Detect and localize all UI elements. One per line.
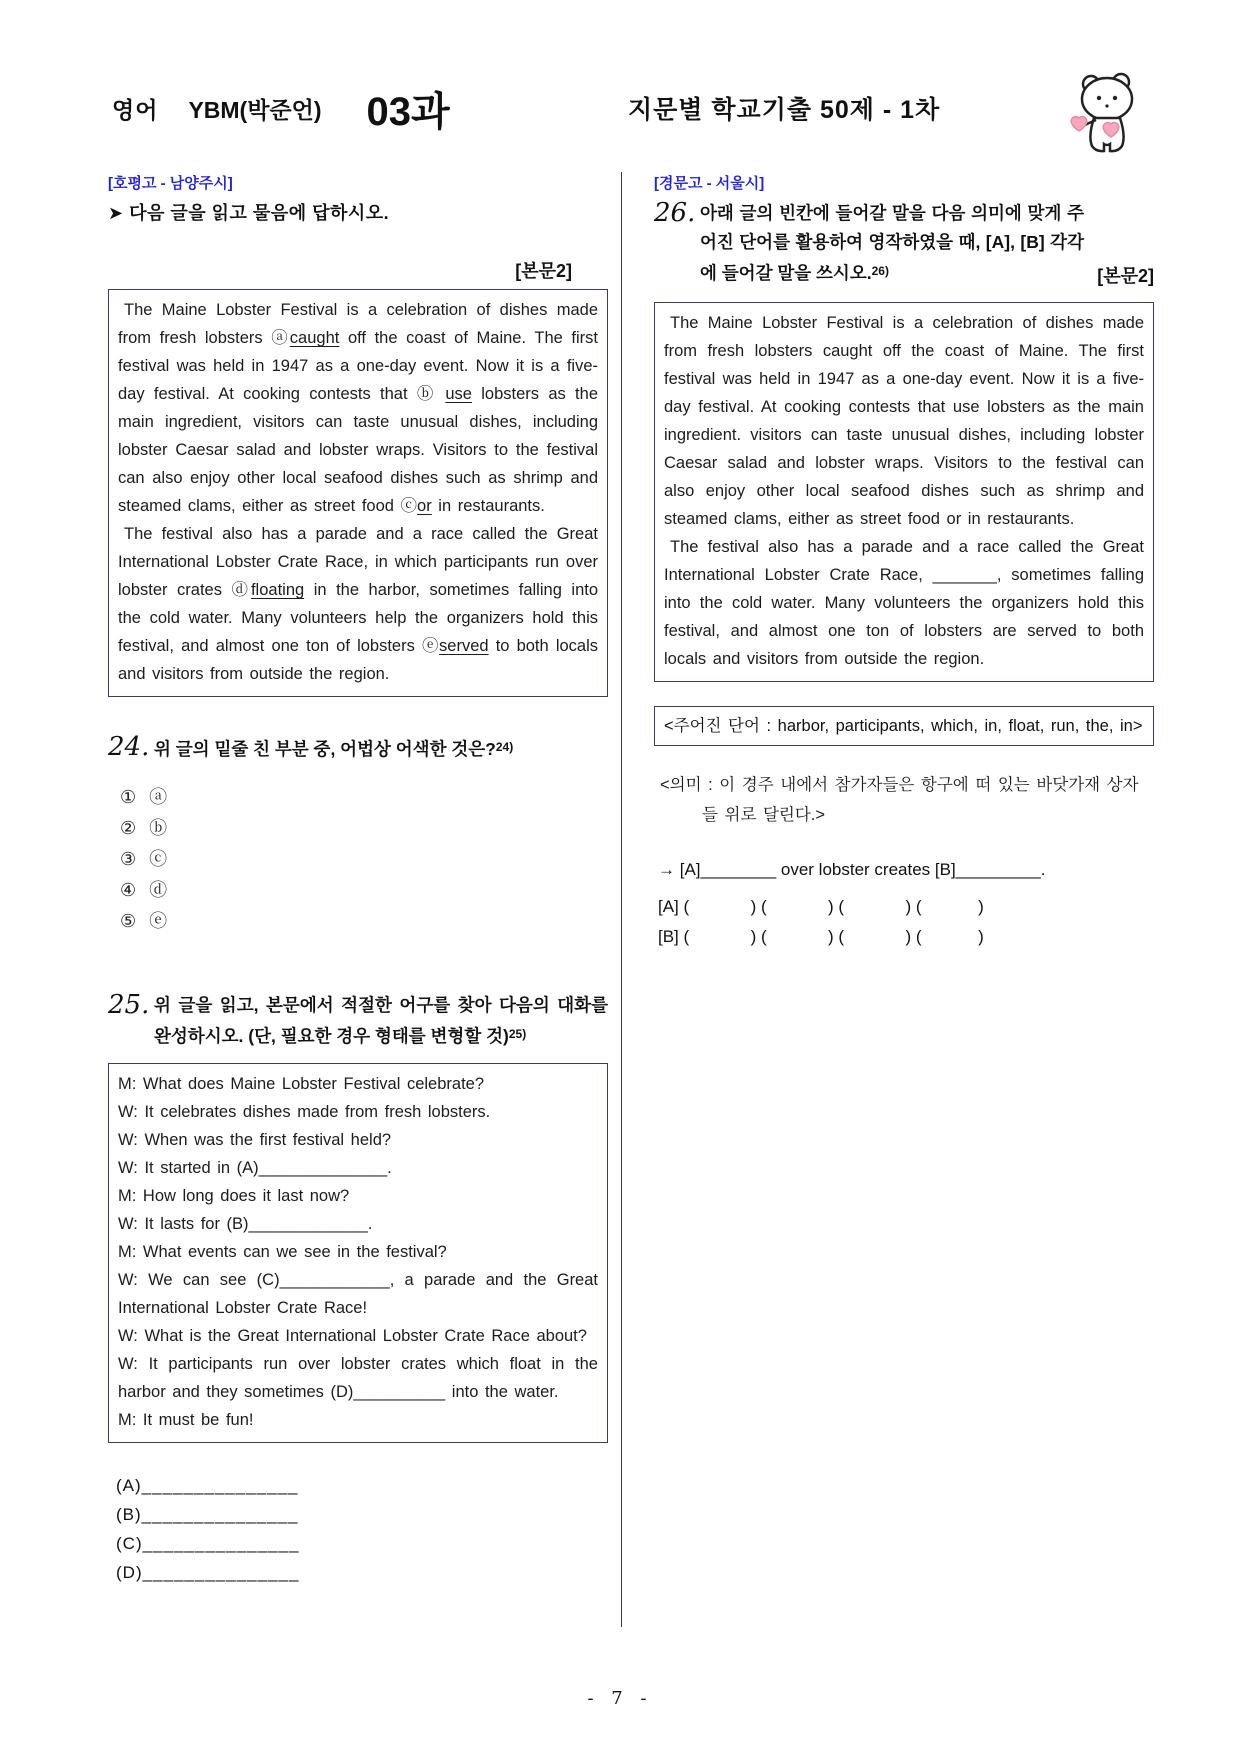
- answer-blank-b: (B)_______________: [116, 1505, 299, 1524]
- question-25: [108, 991, 608, 1051]
- answer-blank-c: (C)_______________: [116, 1534, 300, 1553]
- question-24-text-body: 위 글의 밑줄 친 부분 중, 어법상 어색한 것은?: [154, 739, 496, 759]
- question-26-head: [654, 199, 1154, 288]
- page-number: - 7 -: [587, 1688, 653, 1709]
- question-26-number: 26.: [654, 198, 696, 228]
- question-24: [108, 733, 608, 764]
- given-words-text: <주어진 단어 : harbor, participants, which, in, float, run, the, in>: [664, 717, 1143, 735]
- subject-label: 영어: [112, 97, 159, 123]
- choice-3: ③ ⓒ: [120, 849, 172, 869]
- answer-blank-a: (A)_______________: [116, 1476, 299, 1495]
- answer-blank-d: (D)_______________: [116, 1563, 300, 1582]
- choice-4: ④ ⓓ: [120, 880, 172, 900]
- passage-paragraph: The festival also has a parade and a race called the Great International Lobster Crate Race, in which participants run over lobster crates ⓓfloating in the harbor, sometimes falling into the cold water. Many volunteers help the organizers hold this festival, and almost one ton of lobsters ⓔserved to both locals and visitors from outside the region.: [118, 525, 599, 683]
- question-25-footnote: 25): [508, 1027, 527, 1041]
- school-tag-right: [경문고 - 서울시]: [654, 175, 765, 192]
- question-25-text-body: 위 글을 읽고, 본문에서 적절한 어구를 찾아 다음의 대화를 완성하시오. (단, 필요한 경우 형태를 변형할 것): [154, 995, 608, 1046]
- book-label: YBM(박준언): [188, 97, 322, 123]
- passage-label-left: [본문2]: [515, 261, 572, 281]
- answer-blanks: [108, 1471, 608, 1587]
- choice-1: ① ⓐ: [120, 787, 172, 807]
- bear-mascot-icon: [1058, 66, 1156, 163]
- dialog-line: M: What events can we see in the festival?: [118, 1243, 447, 1261]
- passage-paragraph: The Maine Lobster Festival is a celebration of dishes made from fresh lobsters ⓐcaught off the coast of Maine. The first festival was held in 1947 as a one-day event. Now it is a five-day festival. At cooking contests that ⓑ use lobsters as the main ingredient, visitors can taste unusual dishes, including lobster Caesar salad and lobster wraps. Visitors to the festival can also enjoy other local seafood dishes such as shrimp and steamed clams, either as street food ⓒor in restaurants.: [118, 301, 598, 515]
- dialog-line: M: What does Maine Lobster Festival celebrate?: [118, 1075, 485, 1093]
- question-26: [654, 199, 1154, 288]
- question-26-footnote: 26): [871, 264, 889, 278]
- choice-2: ② ⓑ: [120, 818, 172, 838]
- question-26-text-body: 아래 글의 빈칸에 들어갈 말을 다음 의미에 맞게 주어진 단어를 활용하여 영작하였을 때, [A], [B] 각각에 들어갈 말을 쓰시오.: [700, 203, 1084, 283]
- dialog-line: W: When was the first festival held?: [118, 1131, 392, 1149]
- dialog-line: M: It must be fun!: [118, 1411, 254, 1429]
- answer-row-b: [B] ( ) ( ) ( ) ( ): [658, 927, 984, 946]
- left-column: [108, 172, 608, 1587]
- dialog-box: [108, 1063, 608, 1443]
- dialog-line: W: It started in (A)______________.: [118, 1159, 392, 1177]
- direction-line: ➤ 다음 글을 읽고 물음에 답하시오.: [108, 203, 390, 223]
- passage-paragraph: The festival also has a parade and a race called the Great International Lobster Crate Race, _______, sometimes falling into the cold water. Many volunteers the organizers hold this festival, and almost one ton of lobsters are served to both locals and visitors from outside the region.: [664, 538, 1144, 668]
- question-24-footnote: 24): [495, 740, 514, 754]
- dialog-line: W: It participants run over lobster crates which float in the harbor and they sometimes (D)__________ into the water.: [118, 1355, 598, 1401]
- passage-label-right: [본문2]: [1097, 266, 1154, 286]
- right-column: [654, 172, 1154, 952]
- passage-box-right: [654, 302, 1154, 682]
- question-24-choices: [120, 782, 608, 937]
- question-24-text: [154, 733, 608, 764]
- passage-paragraph: The Maine Lobster Festival is a celebration of dishes made from fresh lobsters caught off the coast of Maine. The first festival was held in 1947 as a one-day event. Now it is a five- day festival. At cooking contests that use lobsters as the main ingredient. visitors can taste unusual dishes, including lobster Caesar salad and lobster wraps. Visitors to the festival can also enjoy other local seafood dishes such as shrimp and steamed clams, either as street food or in restaurants.: [664, 314, 1144, 528]
- header-left: [112, 80, 450, 137]
- question-26-text: [700, 199, 1154, 288]
- answer-template-line: → [A]________ over lobster creates [B]_________.: [658, 860, 1046, 879]
- dialog-line: W: It lasts for (B)_____________.: [118, 1215, 373, 1233]
- answer-row-a: [A] ( ) ( ) ( ) ( ): [658, 897, 984, 916]
- dialog-line: W: What is the Great International Lobster Crate Race about?: [118, 1327, 587, 1345]
- dialog-line: W: We can see (C)____________, a parade and the Great International Lobster Crate Race!: [118, 1271, 598, 1317]
- dialog-line: W: It celebrates dishes made from fresh lobsters.: [118, 1103, 491, 1121]
- choice-5: ⑤ ⓔ: [120, 911, 172, 931]
- lesson-label: 03과: [366, 90, 450, 134]
- question-25-number: 25.: [108, 990, 150, 1020]
- page-title: 지문별 학교기출 50제 - 1차: [628, 96, 941, 124]
- school-tag-left: [호평고 - 남양주시]: [108, 175, 233, 192]
- dialog-line: M: How long does it last now?: [118, 1187, 350, 1205]
- question-24-number: 24.: [108, 732, 150, 762]
- given-words-box: [654, 706, 1154, 746]
- passage-box-left: [108, 289, 608, 697]
- question-25-text: [154, 991, 608, 1051]
- column-divider: [621, 172, 622, 1627]
- meaning-text: <의미 : 이 경주 내에서 참가자들은 항구에 떠 있는 바닷가재 상자들 위로 달린다.>: [660, 776, 1139, 824]
